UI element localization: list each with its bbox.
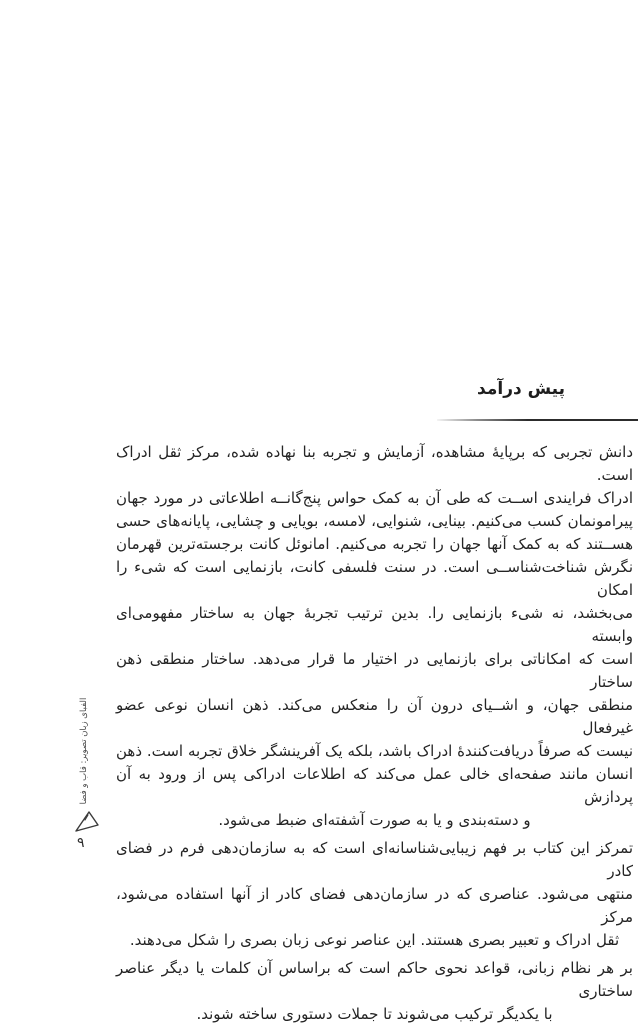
paragraph-line: پیرامونمان کسب می‌کنیم. بینایی، شنوایی، لامسه، بویایی و چشایی، پایانه‌های حسی [116, 512, 633, 530]
paragraph-line: بر هر نظام زبانی، قواعد نحوی حاکم است که براساس آن کلمات یا دیگر عناصر ساختاری [116, 959, 633, 1000]
body-text [116, 441, 633, 1031]
page-number: ۹ [77, 835, 85, 851]
paragraph-line: می‌بخشد، نه شیء بازنمایی را. بدین ترتیب تجربهٔ جهان به ساختار مفهومی‌ای وابسته [116, 604, 633, 645]
paragraph-line: با یکدیگر ترکیب می‌شوند تا جملات دستوری ساخته شوند. [196, 1005, 553, 1023]
vertical-book-title: الفبای زبان تصویر: قاب و فضا [79, 697, 89, 805]
paragraph [116, 957, 633, 1026]
paragraph-line: منتهی می‌شود. عناصری که در سازمان‌دهی فضای کادر از آنها استفاده می‌شود، مرکز [116, 885, 633, 926]
paragraph-line: ادراک فرایندی اســت که طی آن به کمک حواس پنج‌گانــه اطلاعاتی در مورد جهان [116, 489, 633, 507]
paragraph-line: انسان مانند صفحه‌ای خالی عمل می‌کند که اطلاعات ادراکی پس از ورود به آن پردازش [116, 765, 633, 806]
triangle-ornament-icon [74, 810, 101, 835]
heading-divider [437, 419, 638, 421]
paragraph-line: ثقل ادراک و تعبیر بصری هستند. این عناصر نوعی زبان بصری را شکل می‌دهند. [129, 931, 620, 949]
paragraph-line: دانش تجربی که برپایهٔ مشاهده، آزمایش و تجربه بنا نهاده شده، مرکز ثقل ادراک است. [116, 443, 633, 484]
paragraph [116, 837, 633, 952]
paragraph-line: تمرکز این کتاب بر فهم زیبایی‌شناسانه‌ای است که به سازمان‌دهی فرم در فضای کادر [116, 839, 633, 880]
paragraph [116, 441, 633, 832]
paragraph-line: هســتند که به کمک آنها جهان را تجربه می‌کنیم. امانوئل کانت برجسته‌ترین قهرمان [116, 535, 633, 553]
paragraph-line: و دسته‌بندی و یا به صورت آشفته‌ای ضبط می‌شود. [218, 811, 531, 829]
paragraph-line: نیست که صرفاً دریافت‌کنندهٔ ادراک باشد، بلکه یک آفرینشگر خلاق تجربه است. ذهن [116, 742, 633, 760]
page-heading: پیش درآمد [477, 379, 565, 399]
paragraph-line: منطقی جهان، و اشــیای درون آن را منعکس می‌کند. ذهن انسان نوعی عضو غیرفعال [116, 696, 633, 737]
paragraph-line: است که امکاناتی برای بازنمایی در اختیار ما قرار می‌دهد. ساختار منطقی ذهن ساختار [116, 650, 633, 691]
paragraph-line: نگرش شناخت‌شناســی است. در سنت فلسفی کانت، بازنمایی است که شیء را امکان [116, 558, 633, 599]
